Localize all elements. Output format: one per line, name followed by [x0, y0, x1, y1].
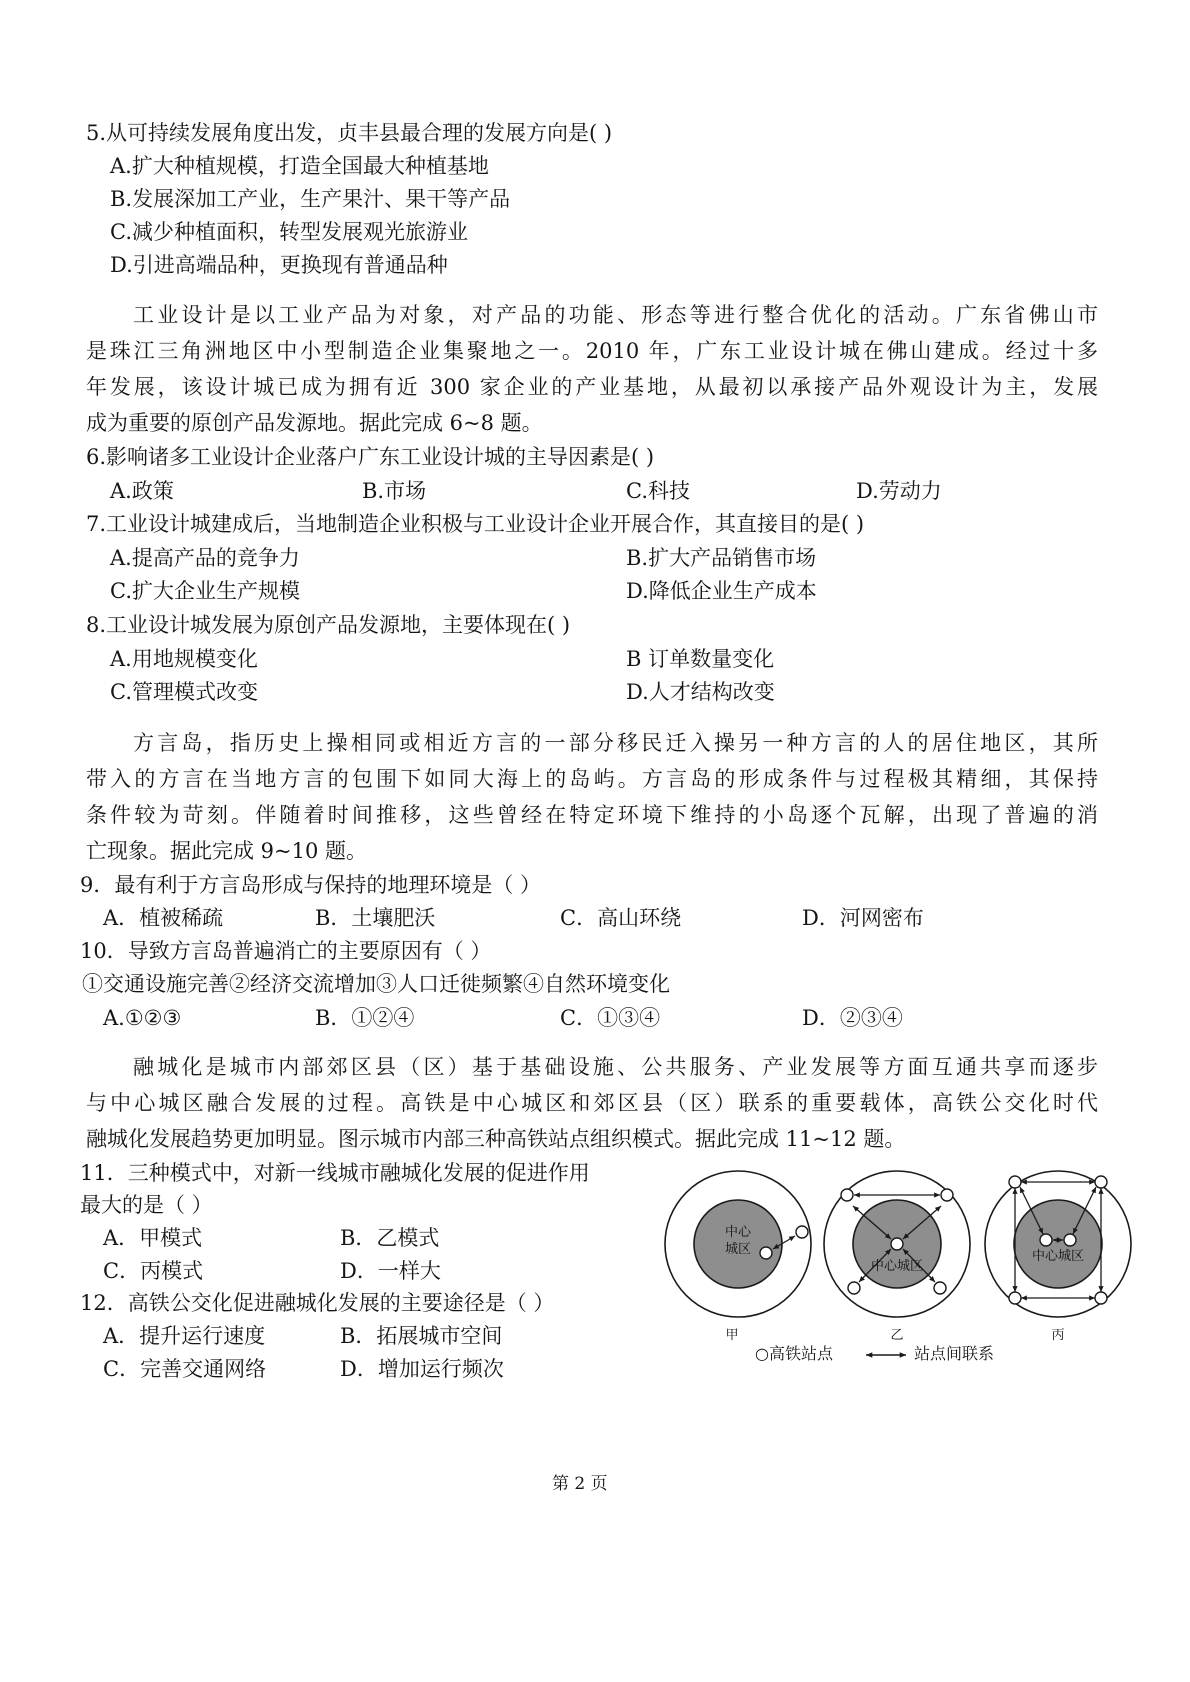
passage-industrial-design-line: 是珠江三角洲地区中小型制造企业集聚地之一。2010 年，广东工业设计城在佛山建成。经过十多 — [86, 339, 1098, 363]
mode-bing-station — [1040, 1234, 1052, 1246]
question-9-stem: 9．最有利于方言岛形成与保持的地理环境是（ ） — [80, 873, 542, 897]
mode-bing-station — [1095, 1176, 1107, 1188]
question-10-option-c: C．①③④ — [560, 1006, 661, 1030]
mode-bing-diagram — [985, 1171, 1131, 1317]
question-11-option-b: B．乙模式 — [340, 1226, 440, 1250]
mode-bing-core-label: 中心城区 — [1031, 1249, 1085, 1264]
question-9-option-d: D．河网密布 — [802, 906, 924, 930]
mode-yi-station — [934, 1282, 946, 1294]
mode-bing-core-area — [1014, 1200, 1102, 1288]
passage-industrial-design-line: 年发展，该设计城已成为拥有近 300 家企业的产业基地，从最初以承接产品外观设计为主，发展 — [86, 375, 1098, 399]
mode-yi-station — [941, 1189, 953, 1201]
question-6-option-a: A.政策 — [110, 479, 174, 503]
mode-jia-station — [760, 1247, 772, 1259]
question-9-option-c: C．高山环绕 — [560, 906, 682, 930]
mode-yi-diagram — [824, 1171, 970, 1317]
question-5-stem: 5.从可持续发展角度出发，贞丰县最合理的发展方向是( ) — [86, 121, 613, 145]
question-9-option-a: A．植被稀疏 — [103, 906, 224, 930]
mode-bing-station — [1009, 1176, 1021, 1188]
mode-jia-core-label-line2: 城区 — [724, 1242, 752, 1257]
question-8-option-b: B 订单数量变化 — [626, 647, 775, 671]
question-7-stem: 7.工业设计城建成后，当地制造企业积极与工业设计企业开展合作，其直接目的是( ) — [86, 512, 865, 536]
question-8-option-a: A.用地规模变化 — [110, 647, 258, 671]
question-5-option-d: D.引进高端品种，更换现有普通品种 — [110, 253, 448, 277]
question-12-stem: 12．高铁公交化促进融城化发展的主要途径是（ ） — [80, 1291, 555, 1315]
question-11-stem: 11．三种模式中，对新一线城市融城化发展的促进作用 — [80, 1161, 590, 1185]
passage-dialect-island-line: 方言岛，指历史上操相同或相近方言的一部分移民迁入操另一种方言的人的居住地区，其所 — [133, 731, 1098, 755]
question-6-option-b: B.市场 — [362, 479, 427, 503]
question-7-option-c: C.扩大企业生产规模 — [110, 579, 300, 603]
mode-yi-station — [848, 1282, 860, 1294]
question-5-option-b: B.发展深加工产业，生产果汁、果干等产品 — [110, 187, 511, 211]
passage-industrial-design-line: 成为重要的原创产品发源地。据此完成 6~8 题。 — [86, 411, 543, 435]
question-11-option-d: D．一样大 — [340, 1259, 441, 1283]
question-12-option-c: C．完善交通网络 — [103, 1357, 267, 1381]
hsr-station-modes-figure — [662, 1160, 1140, 1346]
legend-link-arrow-icon — [863, 1349, 909, 1361]
question-12-option-b: B．拓展城市空间 — [340, 1324, 503, 1348]
passage-dialect-island-line: 亡现象。据此完成 9~10 题。 — [86, 839, 368, 863]
question-10-option-d: D．②③④ — [802, 1006, 903, 1030]
passage-industrial-design-line: 工业设计是以工业产品为对象，对产品的功能、形态等进行整合优化的活动。广东省佛山市 — [133, 303, 1098, 327]
question-10-option-b: B．①②④ — [315, 1006, 415, 1030]
question-5-option-c: C.减少种植面积，转型发展观光旅游业 — [110, 220, 468, 244]
mode-jia-diagram — [665, 1171, 811, 1317]
mode-yi-station — [841, 1189, 853, 1201]
question-12-option-d: D．增加运行频次 — [340, 1357, 504, 1381]
mode-yi-station — [891, 1238, 903, 1250]
mode-bing-station — [1009, 1292, 1021, 1304]
passage-dialect-island-line: 带入的方言在当地方言的包围下如同大海上的岛屿。方言岛的形成条件与过程极其精细，其保持 — [86, 767, 1098, 791]
question-12-option-a: A．提升运行速度 — [103, 1324, 266, 1348]
question-11-option-a: A．甲模式 — [103, 1226, 203, 1250]
question-6-stem: 6.影响诸多工业设计企业落户广东工业设计城的主导因素是( ) — [86, 445, 655, 469]
mode-jia-station — [796, 1226, 808, 1238]
question-10-items: ①交通设施完善②经济交流增加③人口迁徙频繁④自然环境变化 — [82, 972, 670, 996]
panel-label-yi: 乙 — [890, 1328, 904, 1343]
passage-urban-integration-line: 融城化发展趋势更加明显。图示城市内部三种高铁站点组织模式。据此完成 11~12 题。 — [86, 1127, 906, 1151]
question-5-option-a: A.扩大种植规模，打造全国最大种植基地 — [110, 154, 489, 178]
question-11-stem-continued: 最大的是（ ） — [80, 1193, 213, 1217]
mode-jia-core-label-line1: 中心 — [724, 1225, 752, 1240]
question-11-option-c: C．丙模式 — [103, 1259, 204, 1283]
panel-label-bing: 丙 — [1051, 1328, 1065, 1343]
question-7-option-b: B.扩大产品销售市场 — [626, 546, 817, 570]
passage-dialect-island-line: 条件较为苛刻。伴随着时间推移，这些曾经在特定环境下维持的小岛逐个瓦解，出现了普遍的消 — [86, 803, 1098, 827]
question-8-option-c: C.管理模式改变 — [110, 680, 258, 704]
question-8-option-d: D.人才结构改变 — [626, 680, 775, 704]
mode-bing-station — [1064, 1234, 1076, 1246]
question-7-option-d: D.降低企业生产成本 — [626, 579, 817, 603]
mode-yi-core-label: 中心城区 — [870, 1259, 924, 1274]
question-6-option-d: D.劳动力 — [856, 479, 942, 503]
passage-urban-integration-line: 与中心城区融合发展的过程。高铁是中心城区和郊区县（区）联系的重要载体，高铁公交化时代 — [86, 1091, 1098, 1115]
question-8-stem: 8.工业设计城发展为原创产品发源地，主要体现在( ) — [86, 613, 571, 637]
legend-link: 站点间联系 — [914, 1344, 995, 1363]
passage-urban-integration-line: 融城化是城市内部郊区县（区）基于基础设施、公共服务、产业发展等方面互通共享而逐步 — [133, 1055, 1098, 1079]
question-6-option-c: C.科技 — [626, 479, 690, 503]
mode-bing-station — [1095, 1292, 1107, 1304]
panel-label-jia: 甲 — [725, 1328, 739, 1343]
question-9-option-b: B．土壤肥沃 — [315, 906, 436, 930]
question-7-option-a: A.提高产品的竞争力 — [110, 546, 300, 570]
page-number: 第 2 页 — [552, 1474, 608, 1494]
question-10-stem: 10．导致方言岛普遍消亡的主要原因有（ ） — [80, 939, 492, 963]
legend-station: ○高铁站点 — [755, 1344, 833, 1363]
question-10-option-a: A.①②③ — [103, 1006, 182, 1030]
